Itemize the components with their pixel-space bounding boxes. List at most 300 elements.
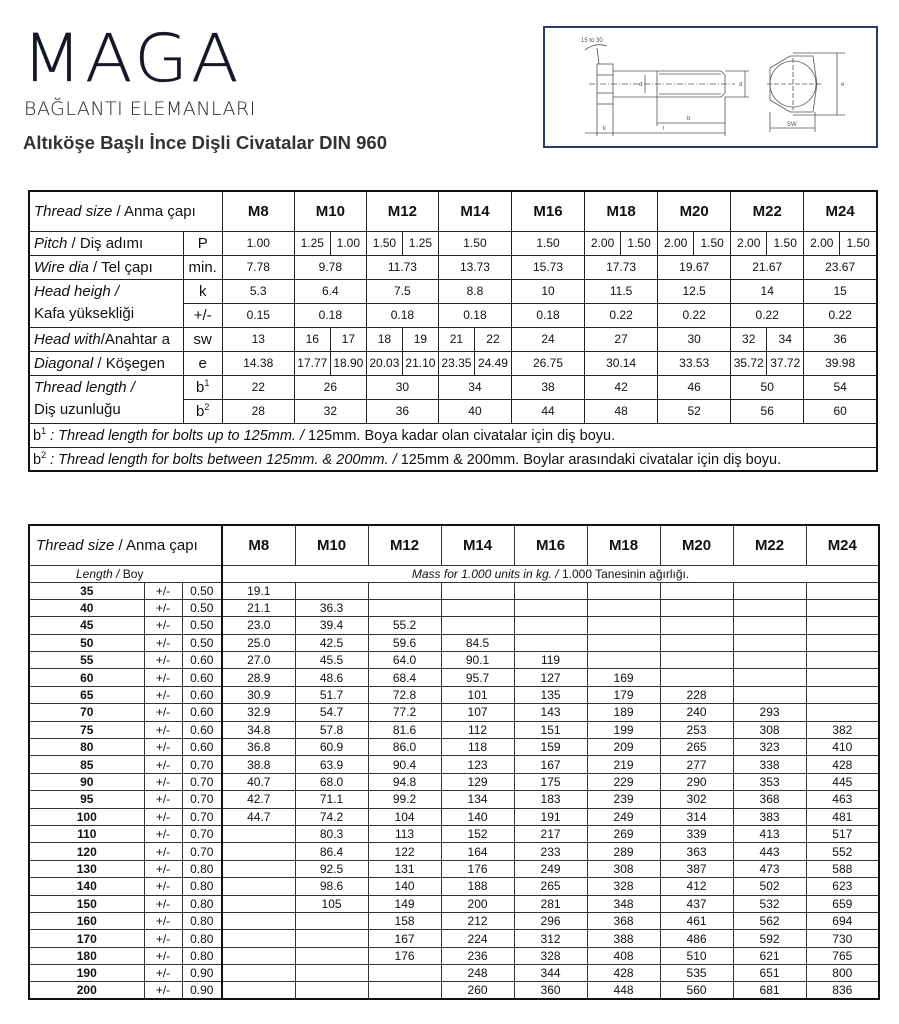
mass-cell: 175	[514, 773, 587, 790]
size-m16: M16	[514, 525, 587, 565]
table-row	[29, 599, 879, 616]
thread-size-label	[29, 525, 222, 565]
tolerance-cell: 0.80	[182, 912, 222, 929]
cell: 17.77	[294, 351, 330, 375]
mass-cell: 77.2	[368, 704, 441, 721]
label-italic: Pitch	[34, 234, 68, 252]
table-row	[29, 739, 879, 756]
mass-cell: 338	[733, 756, 806, 773]
head-width-row	[29, 327, 877, 351]
cell: 1.50	[366, 231, 402, 255]
size-m10: M10	[294, 191, 366, 231]
cell: 15.73	[511, 255, 584, 279]
label-italic: Head heigh /	[34, 283, 120, 300]
mass-cell	[441, 582, 514, 599]
mass-cell	[295, 947, 368, 964]
size-m20: M20	[660, 525, 733, 565]
cell: 38	[511, 375, 584, 399]
cell: 0.18	[511, 303, 584, 327]
cell: 46	[658, 375, 731, 399]
mass-cell: 159	[514, 739, 587, 756]
table-row	[29, 791, 879, 808]
note-b1-row	[29, 423, 877, 447]
mass-cell	[222, 843, 295, 860]
svg-text:d: d	[639, 82, 643, 88]
length-cell: 50	[29, 634, 144, 651]
mass-cell: 437	[660, 895, 733, 912]
plus-minus-cell: +/-	[144, 634, 182, 651]
length-cell: 60	[29, 669, 144, 686]
mass-cell	[587, 617, 660, 634]
mass-cell: 131	[368, 860, 441, 877]
cell: 33.53	[658, 351, 731, 375]
symbol-sup: 1	[204, 378, 210, 388]
table-row	[29, 721, 879, 738]
table-row	[29, 912, 879, 929]
table-row	[29, 843, 879, 860]
label-italic: Wire dia	[34, 258, 89, 276]
brand-subtitle: BAĞLANTI ELEMANLARI	[24, 98, 256, 120]
plus-minus-cell: +/-	[144, 739, 182, 756]
mass-cell: 588	[806, 860, 879, 877]
length-cell: 120	[29, 843, 144, 860]
mass-cell: 448	[587, 982, 660, 999]
cell: 23.67	[804, 255, 877, 279]
mass-cell: 445	[806, 773, 879, 790]
label-rest: / Köşegen	[93, 354, 165, 372]
length-cell: 45	[29, 617, 144, 634]
cell: 2.00	[731, 231, 767, 255]
cell: 19	[402, 327, 438, 351]
mass-cell	[222, 930, 295, 947]
svg-text:SW: SW	[787, 122, 797, 128]
tolerance-cell: 0.80	[182, 878, 222, 895]
mass-cell: 428	[587, 965, 660, 982]
mass-cell: 25.0	[222, 634, 295, 651]
tolerance-cell: 0.60	[182, 686, 222, 703]
tolerance-cell: 0.50	[182, 599, 222, 616]
cell: 12.5	[658, 279, 731, 303]
cell: 17.73	[585, 255, 658, 279]
mass-cell: 302	[660, 791, 733, 808]
table-row	[29, 825, 879, 842]
mass-cell: 167	[514, 756, 587, 773]
cell: 14	[731, 279, 804, 303]
mass-cell: 240	[660, 704, 733, 721]
mass-cell	[295, 930, 368, 947]
cell: 20.03	[366, 351, 402, 375]
mass-cell	[660, 669, 733, 686]
plus-minus-cell: +/-	[144, 947, 182, 964]
mass-cell: 80.3	[295, 825, 368, 842]
mass-cell: 57.8	[295, 721, 368, 738]
mass-cell: 44.7	[222, 808, 295, 825]
mass-subheader-row	[29, 565, 879, 582]
mass-cell: 368	[733, 791, 806, 808]
length-cell: 140	[29, 878, 144, 895]
mass-cell: 113	[368, 825, 441, 842]
size-m24: M24	[804, 191, 877, 231]
mass-cell: 253	[660, 721, 733, 738]
mass-cell	[806, 669, 879, 686]
head-height-k-row	[29, 279, 877, 303]
mass-cell: 176	[368, 947, 441, 964]
tolerance-symbol: +/-	[183, 303, 222, 327]
mass-cell: 59.6	[368, 634, 441, 651]
mass-cell	[222, 947, 295, 964]
mass-cell: 51.7	[295, 686, 368, 703]
cell: 13	[222, 327, 294, 351]
cell: 1.50	[767, 231, 804, 255]
note-rest: 125mm & 200mm. Boylar arasındaki civatalar için diş boyu.	[400, 451, 782, 468]
cell: 1.50	[840, 231, 877, 255]
tolerance-cell: 0.70	[182, 808, 222, 825]
svg-text:15 to 30: 15 to 30	[581, 38, 603, 44]
tolerance-cell: 0.70	[182, 791, 222, 808]
plus-minus-cell: +/-	[144, 860, 182, 877]
b2-symbol	[183, 399, 222, 423]
table-row	[29, 930, 879, 947]
mass-cell	[222, 965, 295, 982]
plus-minus-cell: +/-	[144, 895, 182, 912]
mass-cell	[660, 652, 733, 669]
diagonal-label	[29, 351, 183, 375]
label-rest: / Anma çapı	[112, 202, 196, 220]
table-row	[29, 860, 879, 877]
label-rest: Diş uzunluğu	[34, 401, 121, 418]
cell: 7.78	[222, 255, 294, 279]
length-cell: 100	[29, 808, 144, 825]
wire-dia-label	[29, 255, 183, 279]
cell: 22	[474, 327, 511, 351]
mass-table	[28, 524, 880, 1000]
mass-cell	[733, 652, 806, 669]
cell: 23.35	[438, 351, 474, 375]
plus-minus-cell: +/-	[144, 652, 182, 669]
plus-minus-cell: +/-	[144, 808, 182, 825]
mass-cell: 552	[806, 843, 879, 860]
length-cell: 70	[29, 704, 144, 721]
note-sym: b	[33, 427, 42, 444]
mass-cell: 134	[441, 791, 514, 808]
tolerance-cell: 0.70	[182, 843, 222, 860]
mass-cell: 383	[733, 808, 806, 825]
cell: 8.8	[438, 279, 511, 303]
size-m18: M18	[585, 191, 658, 231]
mass-cell: 323	[733, 739, 806, 756]
mass-cell: 328	[587, 878, 660, 895]
mass-cell: 502	[733, 878, 806, 895]
mass-cell: 339	[660, 825, 733, 842]
mass-cell: 217	[514, 825, 587, 842]
svg-text:k: k	[603, 126, 606, 132]
mass-cell: 289	[587, 843, 660, 860]
mass-cell: 92.5	[295, 860, 368, 877]
thread-length-b1-row	[29, 375, 877, 399]
cell: 30	[366, 375, 438, 399]
mass-cell	[295, 982, 368, 999]
mass-cell: 68.0	[295, 773, 368, 790]
plus-minus-cell: +/-	[144, 982, 182, 999]
cell: 24	[511, 327, 584, 351]
cell: 11.5	[585, 279, 658, 303]
table-row	[29, 686, 879, 703]
head-height-label	[29, 279, 183, 327]
mass-cell: 382	[806, 721, 879, 738]
head-width-label	[29, 327, 183, 351]
mass-cell: 277	[660, 756, 733, 773]
mass-cell: 387	[660, 860, 733, 877]
table-row	[29, 982, 879, 999]
label-italic: Head with	[34, 330, 101, 348]
cell: 1.25	[402, 231, 438, 255]
mass-cell	[587, 599, 660, 616]
mass-cell	[806, 704, 879, 721]
plus-minus-cell: +/-	[144, 704, 182, 721]
cell: 2.00	[804, 231, 840, 255]
table-row	[29, 617, 879, 634]
mass-cell	[222, 895, 295, 912]
mass-cell: 260	[441, 982, 514, 999]
size-m20: M20	[658, 191, 731, 231]
plus-minus-cell: +/-	[144, 843, 182, 860]
plus-minus-cell: +/-	[144, 930, 182, 947]
mass-cell	[587, 634, 660, 651]
plus-minus-cell: +/-	[144, 599, 182, 616]
mass-cell: 623	[806, 878, 879, 895]
cell: 50	[731, 375, 804, 399]
size-m22: M22	[731, 191, 804, 231]
cell: 11.73	[366, 255, 438, 279]
mass-cell	[441, 617, 514, 634]
length-cell: 110	[29, 825, 144, 842]
plus-minus-cell: +/-	[144, 669, 182, 686]
mass-cell	[733, 599, 806, 616]
mass-cell: 129	[441, 773, 514, 790]
mass-cell	[733, 634, 806, 651]
mass-cell: 249	[587, 808, 660, 825]
note-b2-row	[29, 447, 877, 471]
cell: 37.72	[767, 351, 804, 375]
size-m8: M8	[222, 525, 295, 565]
mass-cell	[660, 617, 733, 634]
mass-cell: 19.1	[222, 582, 295, 599]
cell: 6.4	[294, 279, 366, 303]
mass-cell: 296	[514, 912, 587, 929]
cell: 36	[366, 399, 438, 423]
cell: 17	[330, 327, 366, 351]
mass-cell: 127	[514, 669, 587, 686]
note-sym: b	[33, 451, 42, 468]
length-cell: 90	[29, 773, 144, 790]
mass-cell: 800	[806, 965, 879, 982]
mass-cell	[806, 686, 879, 703]
sw-symbol: sw	[183, 327, 222, 351]
size-m14: M14	[438, 191, 511, 231]
mass-cell: 510	[660, 947, 733, 964]
mass-cell: 461	[660, 912, 733, 929]
tolerance-cell: 0.60	[182, 704, 222, 721]
mass-cell: 123	[441, 756, 514, 773]
plus-minus-cell: +/-	[144, 582, 182, 599]
size-m12: M12	[368, 525, 441, 565]
mass-cell: 730	[806, 930, 879, 947]
cell: 0.18	[294, 303, 366, 327]
symbol-sup: 2	[204, 402, 210, 412]
label-italic: Thread length /	[34, 379, 135, 396]
thread-size-label	[29, 191, 222, 231]
mass-cell: 562	[733, 912, 806, 929]
mass-cell: 486	[660, 930, 733, 947]
wire-dia-row	[29, 255, 877, 279]
label-rest: / Diş adımı	[67, 234, 144, 252]
length-cell: 85	[29, 756, 144, 773]
mass-cell: 191	[514, 808, 587, 825]
mass-cell: 63.9	[295, 756, 368, 773]
mass-cell: 143	[514, 704, 587, 721]
symbol-text: b	[196, 379, 205, 396]
mass-cell: 224	[441, 930, 514, 947]
table-row	[29, 895, 879, 912]
mass-cell: 27.0	[222, 652, 295, 669]
cell: 35.72	[731, 351, 767, 375]
label-rest: 1.000 Tanesinin ağırlığı.	[561, 566, 690, 581]
mass-cell	[368, 982, 441, 999]
mass-cell: 281	[514, 895, 587, 912]
label-rest: /Anahtar a	[100, 330, 170, 348]
tolerance-cell: 0.70	[182, 756, 222, 773]
mass-cell	[222, 912, 295, 929]
mass-cell: 236	[441, 947, 514, 964]
dimensions-table	[28, 190, 878, 472]
mass-cell: 651	[733, 965, 806, 982]
mass-cell: 228	[660, 686, 733, 703]
mass-cell: 560	[660, 982, 733, 999]
brand-logo: MAGA	[22, 20, 242, 97]
label-rest: / Tel çapı	[88, 258, 153, 276]
cell: 1.50	[438, 231, 511, 255]
e-symbol: e	[183, 351, 222, 375]
mass-cell: 21.1	[222, 599, 295, 616]
mass-cell	[514, 634, 587, 651]
mass-cell	[806, 652, 879, 669]
cell: 13.73	[438, 255, 511, 279]
mass-cell: 681	[733, 982, 806, 999]
plus-minus-cell: +/-	[144, 686, 182, 703]
mass-cell: 694	[806, 912, 879, 929]
tolerance-cell: 0.80	[182, 947, 222, 964]
mass-cell: 45.5	[295, 652, 368, 669]
mass-cell	[222, 878, 295, 895]
cell: 21	[438, 327, 474, 351]
note-sup: 1	[41, 426, 47, 437]
mass-cell: 209	[587, 739, 660, 756]
mass-cell	[222, 982, 295, 999]
mass-cell	[514, 617, 587, 634]
table-row	[29, 756, 879, 773]
mass-cell: 39.4	[295, 617, 368, 634]
pitch-row	[29, 231, 877, 255]
mass-cell: 412	[660, 878, 733, 895]
tolerance-cell: 0.90	[182, 965, 222, 982]
mass-cell: 328	[514, 947, 587, 964]
length-cell: 130	[29, 860, 144, 877]
pitch-label	[29, 231, 183, 255]
cell: 21.67	[731, 255, 804, 279]
bolt-drawing-icon	[545, 28, 876, 146]
diagonal-row	[29, 351, 877, 375]
b1-symbol	[183, 375, 222, 399]
cell: 1.50	[694, 231, 731, 255]
mass-cell: 360	[514, 982, 587, 999]
note-b2	[29, 447, 877, 471]
pitch-symbol: P	[183, 231, 222, 255]
cell: 10	[511, 279, 584, 303]
mass-cell: 105	[295, 895, 368, 912]
table-row	[29, 808, 879, 825]
plus-minus-cell: +/-	[144, 878, 182, 895]
mass-cell: 592	[733, 930, 806, 947]
mass-cell: 90.4	[368, 756, 441, 773]
mass-cell	[733, 686, 806, 703]
size-m12: M12	[366, 191, 438, 231]
cell: 32	[294, 399, 366, 423]
mass-cell: 55.2	[368, 617, 441, 634]
wire-dia-symbol: min.	[183, 255, 222, 279]
length-cell: 160	[29, 912, 144, 929]
note-b1	[29, 423, 877, 447]
plus-minus-cell: +/-	[144, 825, 182, 842]
table-row	[29, 773, 879, 790]
mass-cell: 659	[806, 895, 879, 912]
cell: 32	[731, 327, 767, 351]
table-row	[29, 669, 879, 686]
svg-text:b: b	[687, 116, 691, 122]
cell: 2.00	[585, 231, 621, 255]
cell: 48	[585, 399, 658, 423]
plus-minus-cell: +/-	[144, 721, 182, 738]
length-cell: 190	[29, 965, 144, 982]
tolerance-cell: 0.80	[182, 895, 222, 912]
table-row	[29, 652, 879, 669]
mass-cell: 158	[368, 912, 441, 929]
mass-cell: 290	[660, 773, 733, 790]
mass-cell: 42.5	[295, 634, 368, 651]
svg-text:d: d	[739, 82, 743, 88]
mass-cell: 212	[441, 912, 514, 929]
mass-cell: 122	[368, 843, 441, 860]
mass-cell	[660, 582, 733, 599]
mass-cell: 443	[733, 843, 806, 860]
cell: 27	[585, 327, 658, 351]
mass-cell: 532	[733, 895, 806, 912]
cell: 14.38	[222, 351, 294, 375]
length-cell: 40	[29, 599, 144, 616]
mass-cell	[514, 599, 587, 616]
mass-cell: 34.8	[222, 721, 295, 738]
mass-cell: 308	[587, 860, 660, 877]
label-rest: Boy	[122, 566, 144, 581]
cell: 34	[767, 327, 804, 351]
cell: 0.22	[804, 303, 877, 327]
cell: 1.00	[330, 231, 366, 255]
size-m8: M8	[222, 191, 294, 231]
mass-cell: 167	[368, 930, 441, 947]
document-title: Altıköşe Başlı İnce Dişli Civatalar DIN 960	[23, 132, 387, 153]
label-rest: / Anma çapı	[114, 536, 198, 554]
mass-cell: 765	[806, 947, 879, 964]
tolerance-cell: 0.50	[182, 634, 222, 651]
